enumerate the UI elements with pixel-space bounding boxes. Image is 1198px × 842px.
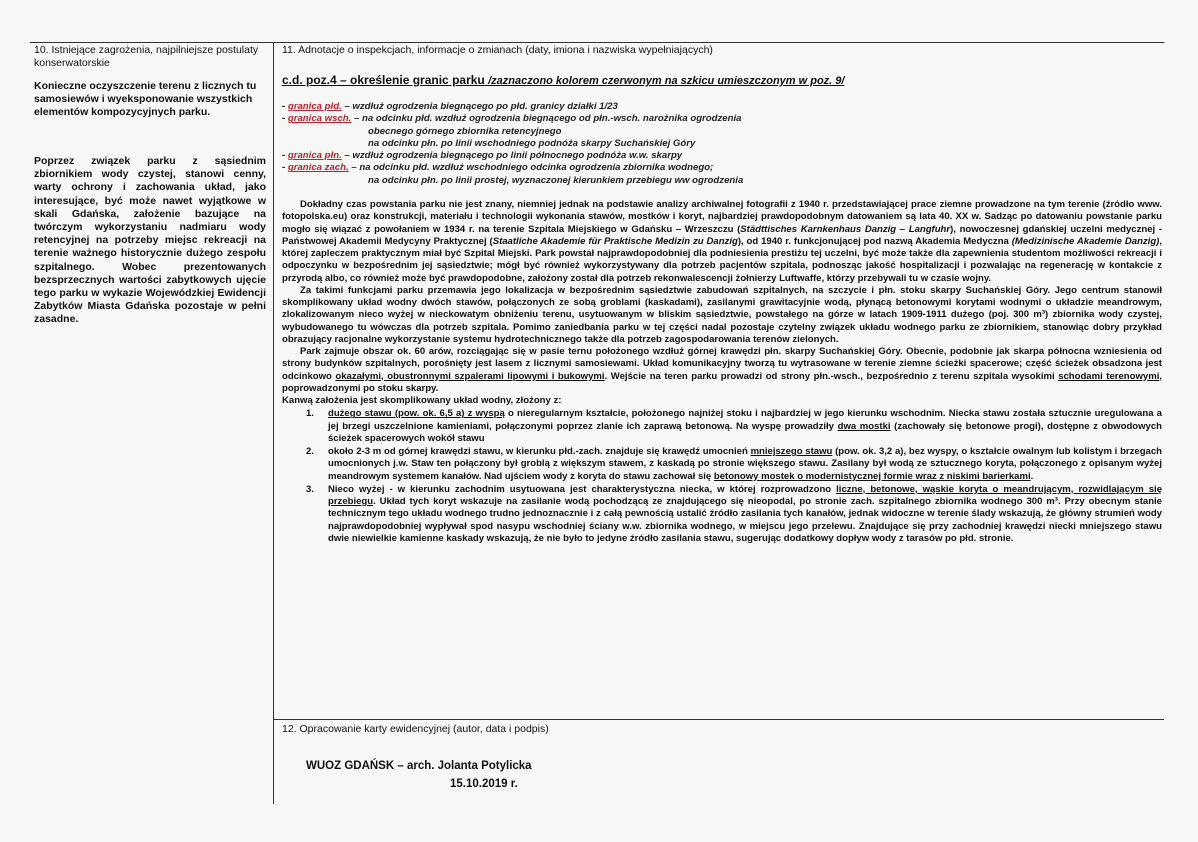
conservation-postulate: Konieczne oczyszczenie terenu z licznych tu samosiewów i wyeksponowanie wszystkich elementów kompozycyjnych parku. [34, 80, 257, 118]
boundary-text: – wzdłuż ogrodzenia biegnącego po linii północnego podnóża w.w. skarpy [341, 150, 683, 162]
boundary-row [282, 175, 1162, 187]
section-12-header: 12. Opracowanie karty ewidencyjnej (autor, data i podpis) [282, 723, 549, 735]
boundary-text: – wzdłuż ogrodzenia biegnącego po płd. granicy działki 1/23 [341, 101, 618, 112]
boundary-row: - granica wsch. – na odcinku płd. wzdłuż ogrodzenia biegnącego od płn.-wsch. narożnika ogrodzenia [282, 113, 742, 125]
boundary-text: na odcinku płn. po linii wschodniego podnóża skarpy Suchańskiej Góry [368, 137, 696, 149]
boundary-row: - granica płd. – wzdłuż ogrodzenia biegnącego po płd. granicy działki 1/23 [282, 101, 618, 112]
section-11 [282, 44, 1162, 545]
boundary-text: obecnego górnego zbiornika retencyjnego [368, 125, 562, 137]
description-body [282, 199, 1162, 545]
boundary-text: na odcinku płn. po linii prostej, wyznaczonej kierunkiem przebiegu ww ogrodzenia [368, 174, 744, 186]
paragraph-location: Za takimi funkcjami parku przemawia jego lokalizacja w bezpośrednim sąsiedztwie zabudowań szpitalnych, na szczycie i płn. stoku skarpy Suchańskiej Góry. Jego centrum stanowił skomplikowany układ wodny dwóch stawów, połączonych ze sobą groblami (kaskadami), zasilanymi grawitacyjnie wodą, płynącą betonowymi korytami wodnymi o układzie meandrowym, zlokalizowanym nieco wyżej w nieckowatym obniżeniu terenu, usytuowanym w bliskim sąsiedztwie, powstałego na górze w latach 1909-1911 dużego (poj. 300 m³) zbiornika wody czystej, wybudowanego tu wówczas dla potrzeb szpitala. Pomimo zaniedbania parku w tej części nadal pozostaje czytelny związek układu wodnego parku ze zbiornikiem, stanowiąc dobry przykład obrazujący racjonalne wykorzystanie systemu hydrotechnicznego także dla potrzeb zagospodarowania terenów zielonych. [282, 284, 1162, 345]
card-date: 15.10.2019 r. [450, 778, 518, 790]
list-item: 2. około 2-3 m od górnej krawędzi stawu, w kierunku płd.-zach. znajduje się krawędź umocnień mniejszego stawu (pow. ok. 3,2 a), bez wyspy, o kształcie owalnym lub kolistym i brzegach umocnionych j.w. Staw ten połączony był groblą z większym stawem, z kaskadą po stronie większego stawu. Zasilany był wodą ze sztucznego koryta, połączonego z opisanym wyżej meandrowym systemem kanałów. Nad ujściem wody z koryta do stawu zachował się betonowy mostek o modernistycznej formie wraz z niskimi barierkami. [306, 446, 1162, 482]
section-10-header: 10. Istniejące zagrożenia, najpilniejsze postulaty konserwatorskie [34, 44, 259, 69]
boundary-label: granica płd. [287, 101, 342, 112]
column-divider [273, 42, 274, 804]
boundary-label: granica wsch. [287, 113, 352, 125]
boundary-text: – na odcinku płd. wzdłuż ogrodzenia biegnącego od płn.-wsch. narożnika ogrodzenia [351, 113, 742, 125]
paragraph-area: Park zajmuje obszar ok. 60 arów, rozciągając się w pasie ternu położonego wzdłuż górnej krawędzi płn. skarpy Suchańskiej Góry. Obecnie, podobnie jak skarpa północna wzniesienia od strony budynków szpitalnych, porośnięty jest lasem z licznymi samosiewami. Układ komunikacyjny tworzą tu wytrasowane w terenie ziemne ścieżki spacerowe; część ścieżek obsadzona jest odcinkowo okazałymi, obustronnymi szpalerami lipowymi i bukowymi. Wejście na teren parku prowadzi od strony płn.-wsch., bezpośrednio z terenu szpitala wysokimi schodami terenowymi, poprowadzonymi po stoku skarpy. [282, 346, 1163, 394]
paragraph-dating: Dokładny czas powstania parku nie jest znany, niemniej jednak na podstawie analizy archiwalnej fotografii z 1940 r. przedstawiającej prace ziemne prowadzone na tym terenie (źródło www. fotopolska.eu) oraz konstrukcji, materiału i technologii wykonania stawów, mostków i koryt, najbardziej prawdopodobnym datowaniem są lata 40. XX w. Sadząc po datowaniu powstanie parku mogło się wiązać z powołaniem w 1934 r. na terenie Szpitala Miejskiego w Gdańsku – Wrzeszczu (Städttisches Karnkenhaus Danzig – Langfuhr), nowoczesnej gdańskiej uczelni medycznej - Państwowej Akademii Medycyny Praktycznej (Staatliche Akademie für Praktische Medizin zu Danzig), od 1940 r. funkcjonującej pod nazwą Akademia Medyczna (Medizinische Akademie Danzig), której zapleczem praktycznym miał być Szpital Miejski. Park powstał najprawdopodobniej dla podniesienia prestiżu tej uczelni, być może także dla zapewnienia studentom możliwości rekreacji i odpoczynku w bezpośrednim jej sąsiedztwie; mógł być również wykorzystywany dla potrzeb pacjentów szpitala, podnosząc jakość hospitalizacji i pozwalając na regenerację w kontakcie z przyrodą albo, co również może być prawdopodobne, założony został dla potrzeb rekonwalescencji żołnierzy Luftwaffe, którzy przebywali tu w czasie wojny. [282, 199, 1163, 284]
conservation-justification: Poprzez związek parku z sąsiednim zbiornikiem wody czystej, stanowi cenny, warty ochrony i zachowania układ, jako interesujące, być może nawet wyjątkowe w skali Gdańska, założenie bazujące na twórczym wykorzystaniu nadmiaru wody retencyjnej na potrzeby miejsc rekreacji na terenie ważnego historycznie dużego zespołu szpitalnego. Wobec prezentowanych bezsprzecznych wartości zabytkowych ujęcie tego parku w wykazie Wojewódzkiej Ewidencji Zabytków Miasta Gdańska pozostaje w pełni zasadne. [34, 155, 266, 326]
position-title-text: c.d. poz.4 – określenie granic parku [282, 73, 485, 87]
park-boundaries [282, 101, 1162, 187]
section-10 [34, 44, 266, 327]
boundary-row [282, 138, 1162, 150]
water-system-list [282, 408, 1162, 545]
top-rule [30, 42, 1164, 43]
boundary-label: granica płn. [287, 150, 342, 162]
list-item: 3. Nieco wyżej - w kierunku zachodnim usytuowana jest charakterystyczna niecka, w której rozprowadzono liczne, betonowe, wąskie koryta o meandrującym, rozwidlającym się przebiegu. Układ tych koryt wskazuje na zasilanie wodą pochodzącą ze znajdującego się nieopodal, po stronie zach. szpitalnego zbiornika wodnego 300 m³. Przy obecnym stanie technicznym tego układu wodnego trudno jednoznacznie i z całą pewnością ustalić źródło zasilania tych kanałów, jednak widoczne w terenie ślady wskazują, że główny strumień wody najprawdopodobniej wypływał spod nasypu wschodniej ściany w.w. zbiornika wodnego, w miejscu jego przelewu. Znajdujące się przy zachodniej krawędzi niecki mniejszego stawu dwie niewielkie kamienne kaskady wskazują, że nie było to jedyne źródło zasilania stawu, sugerując dodatkowy dopływ wody z tarasów po płd. stronie. [306, 483, 1162, 544]
paragraph-water-system-intro: Kanwą założenia jest skomplikowany układ wodny, złożony z: [282, 395, 562, 407]
card-author: WUOZ GDAŃSK – arch. Jolanta Potylicka [306, 760, 532, 772]
boundary-label: granica zach. [287, 162, 349, 174]
section-12-rule [273, 719, 1164, 720]
boundary-row: - granica zach. – na odcinku płd. wzdłuż wschodniego odcinka ogrodzenia zbiornika wodnego; [282, 162, 714, 174]
position-title [282, 73, 1162, 87]
boundary-text: – na odcinku płd. wzdłuż wschodniego odcinka ogrodzenia zbiornika wodnego; [348, 162, 714, 174]
section-11-header: 11. Adnotacje o inspekcjach, informacje o zmianach (daty, imiona i nazwiska wypełniających) [282, 44, 713, 56]
boundary-row: - granica płn. – wzdłuż ogrodzenia biegnącego po linii północnego podnóża w.w. skarpy [282, 150, 683, 162]
list-item: 1. dużego stawu (pow. ok. 6,5 a) z wyspą o nieregularnym kształcie, położonego najniżej stoku i najbardziej w jego kierunku wschodnim. Niecka stawu została sztucznie uregulowana a jej brzegi uszczelnione kamieniami, połączonymi poprzez zlanie ich zaprawą betonową. Na wyspę prowadziły dwa mostki (zachowały się betonowe progi), dostępne z obwodowych ścieżek spacerowych wokół stawu [306, 408, 1162, 444]
position-note: /zaznaczono kolorem czerwonym na szkicu umieszczonym w poz. 9/ [488, 75, 845, 87]
boundary-row [282, 126, 1162, 138]
